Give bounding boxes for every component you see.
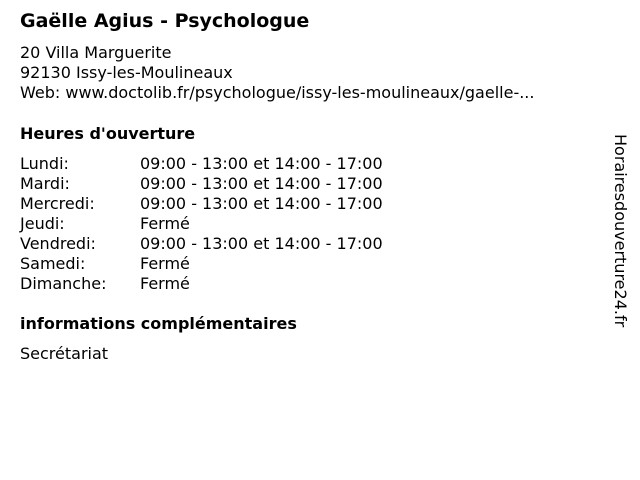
hours-row-saturday [20,254,383,274]
additional-info-text: Secrétariat [20,344,109,363]
hours-day: Jeudi: [20,214,65,233]
hours-time: 09:00 - 13:00 et 14:00 - 17:00 [140,194,383,213]
opening-hours-heading: Heures d'ouverture [20,124,196,143]
hours-day: Samedi: [20,254,86,273]
hours-day: Lundi: [20,154,69,173]
hours-time: Fermé [140,274,190,293]
hours-row-friday [20,234,383,254]
address-street: 20 Villa Marguerite [20,43,172,62]
hours-row-sunday [20,274,383,294]
hours-row-wednesday [20,194,383,214]
hours-time: Fermé [140,254,190,273]
hours-time: 09:00 - 13:00 et 14:00 - 17:00 [140,234,383,253]
site-watermark: Horairesdouverture24.fr [611,134,630,328]
opening-hours-table [20,154,383,294]
hours-day: Vendredi: [20,234,96,253]
hours-day: Mardi: [20,174,70,193]
business-title: Gaëlle Agius - Psychologue [20,10,310,32]
address-block [20,43,534,103]
address-city: 92130 Issy-les-Moulineaux [20,63,233,82]
hours-time: Fermé [140,214,190,233]
hours-time: 09:00 - 13:00 et 14:00 - 17:00 [140,154,383,173]
hours-time: 09:00 - 13:00 et 14:00 - 17:00 [140,174,383,193]
hours-day: Mercredi: [20,194,95,213]
hours-day: Dimanche: [20,274,107,293]
hours-row-thursday [20,214,383,234]
website-link[interactable]: Web: www.doctolib.fr/psychologue/issy-les-moulineaux/gaelle-... [20,83,535,102]
hours-row-monday [20,154,383,174]
additional-info-heading: informations complémentaires [20,314,297,333]
hours-row-tuesday [20,174,383,194]
